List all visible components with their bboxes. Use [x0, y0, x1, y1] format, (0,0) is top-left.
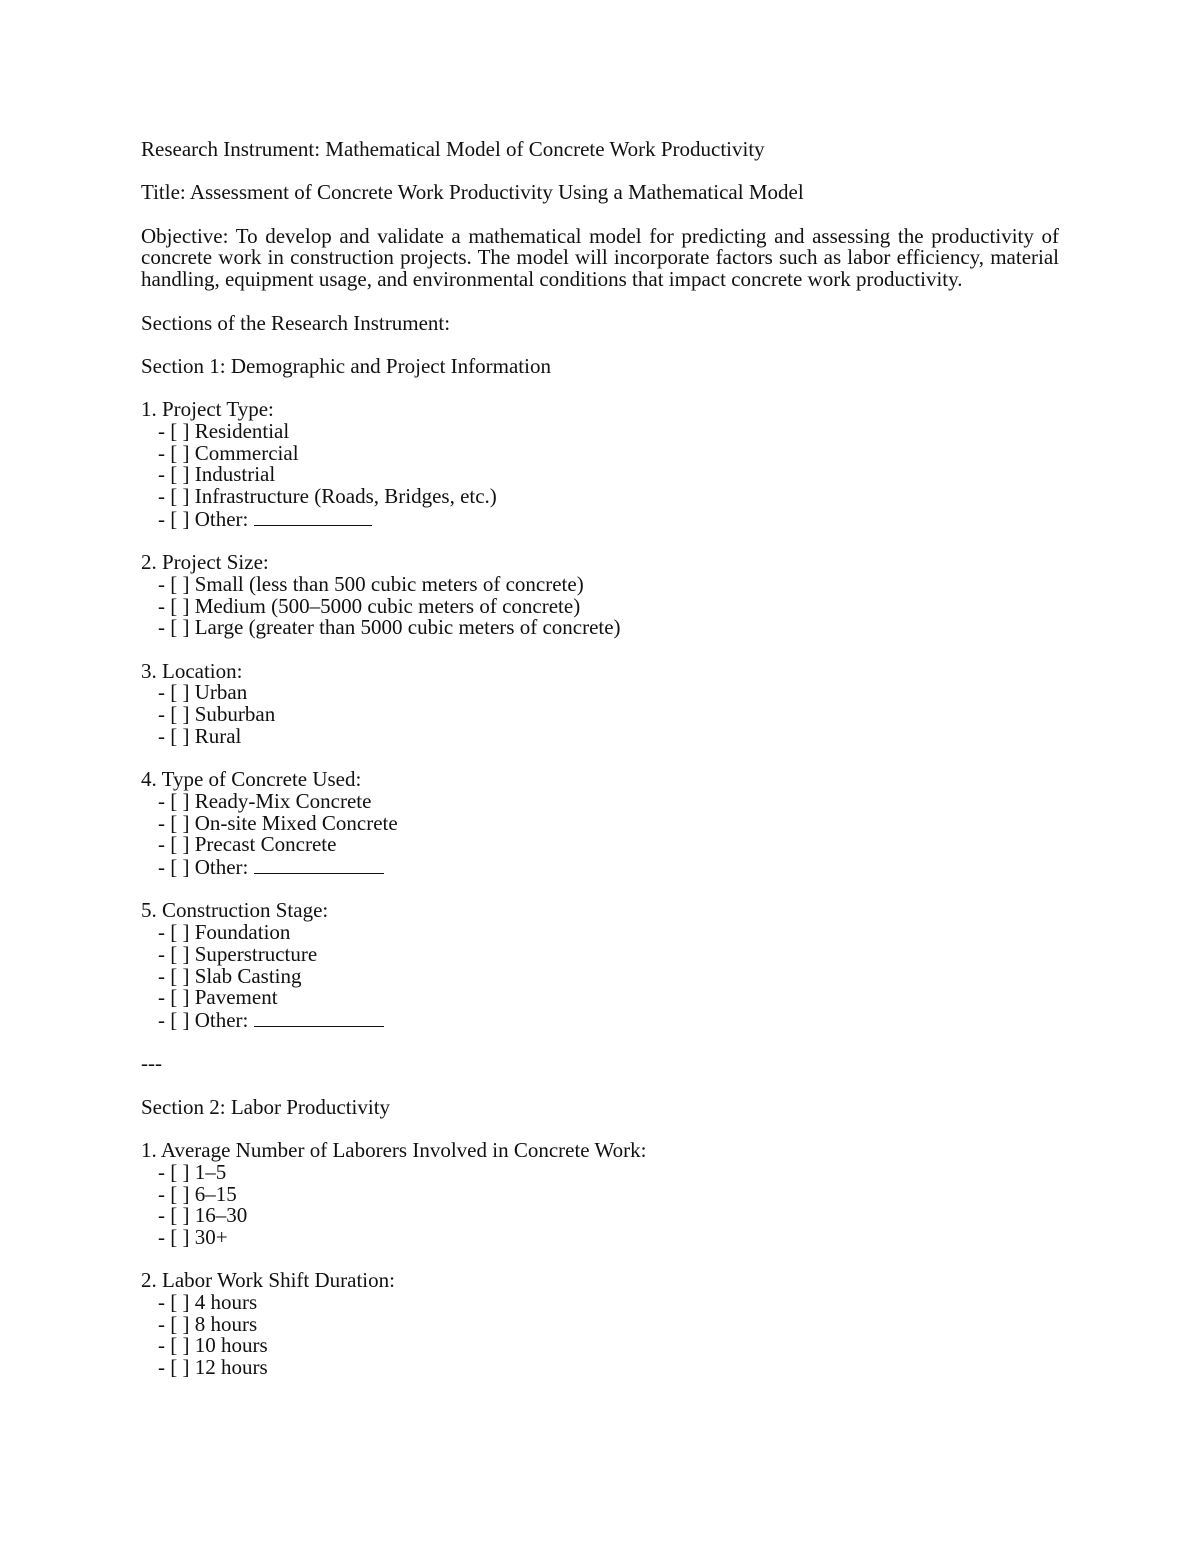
option-slab-casting: - [ ] Slab Casting: [158, 963, 302, 988]
question-label: 2. Project Size:: [141, 550, 269, 575]
option-ready-mix: - [ ] Ready-Mix Concrete: [158, 788, 372, 813]
question-label: 2. Labor Work Shift Duration:: [141, 1268, 395, 1293]
option-precast: - [ ] Precast Concrete: [158, 832, 337, 857]
option-commercial: - [ ] Commercial: [158, 440, 299, 465]
question-location: [141, 658, 1059, 748]
option-other-label: - [ ] Other:: [158, 506, 254, 531]
option-small: - [ ] Small (less than 500 cubic meters of concrete): [158, 571, 584, 596]
sections-heading: Sections of the Research Instrument:: [141, 310, 451, 335]
option-6-15: - [ ] 6–15: [158, 1181, 237, 1206]
question-label: 1. Average Number of Laborers Involved in Concrete Work:: [141, 1138, 647, 1163]
question-label: 4. Type of Concrete Used:: [141, 767, 362, 792]
option-pavement: - [ ] Pavement: [158, 985, 278, 1010]
option-16-30: - [ ] 16–30: [158, 1203, 248, 1228]
document-title: Title: Assessment of Concrete Work Productivity Using a Mathematical Model: [141, 180, 804, 205]
section-2-heading: Section 2: Labor Productivity: [141, 1094, 391, 1119]
option-other-label: - [ ] Other:: [158, 1007, 254, 1032]
option-residential: - [ ] Residential: [158, 419, 290, 444]
section-separator: ---: [141, 1051, 162, 1076]
option-superstructure: - [ ] Superstructure: [158, 941, 318, 966]
option-urban: - [ ] Urban: [158, 680, 248, 705]
option-on-site-mixed: - [ ] On-site Mixed Concrete: [158, 810, 398, 835]
question-shift-duration: [141, 1270, 1059, 1379]
option-other: [141, 508, 1059, 531]
option-rural: - [ ] Rural: [158, 723, 242, 748]
section-1-heading: Section 1: Demographic and Project Information: [141, 353, 551, 378]
document-page: [141, 139, 1059, 1401]
question-project-type: [141, 399, 1059, 530]
option-10-hours: - [ ] 10 hours: [158, 1333, 268, 1358]
option-other: [141, 1009, 1059, 1032]
fill-in-blank: [254, 856, 384, 874]
option-industrial: - [ ] Industrial: [158, 462, 276, 487]
option-infrastructure: - [ ] Infrastructure (Roads, Bridges, etc.): [158, 484, 497, 509]
option-8-hours: - [ ] 8 hours: [158, 1311, 258, 1336]
fill-in-blank: [254, 508, 372, 526]
option-large: - [ ] Large (greater than 5000 cubic meters of concrete): [158, 615, 621, 640]
option-30-plus: - [ ] 30+: [158, 1224, 228, 1249]
option-suburban: - [ ] Suburban: [158, 702, 276, 727]
option-4-hours: - [ ] 4 hours: [158, 1290, 258, 1315]
option-foundation: - [ ] Foundation: [158, 920, 291, 945]
instrument-heading: Research Instrument: Mathematical Model of Concrete Work Productivity: [141, 137, 765, 161]
objective-paragraph: Objective: To develop and validate a mathematical model for predicting and assessing the productivity of concrete work in construction projects. The model will incorporate factors such as labor efficiency, material handling, equipment usage, and environmental conditions that impact concrete work productivity.: [141, 223, 1059, 292]
fill-in-blank: [254, 1009, 384, 1027]
question-concrete-type: [141, 769, 1059, 879]
question-label: 5. Construction Stage:: [141, 898, 329, 923]
question-project-size: [141, 552, 1059, 639]
question-laborer-count: [141, 1140, 1059, 1249]
option-1-5: - [ ] 1–5: [158, 1159, 227, 1184]
option-other-label: - [ ] Other:: [158, 855, 254, 880]
question-label: 3. Location:: [141, 658, 243, 683]
option-12-hours: - [ ] 12 hours: [158, 1355, 268, 1380]
option-medium: - [ ] Medium (500–5000 cubic meters of concrete): [158, 593, 581, 618]
option-other: [141, 856, 1059, 879]
question-construction-stage: [141, 900, 1059, 1031]
question-label: 1. Project Type:: [141, 397, 274, 422]
